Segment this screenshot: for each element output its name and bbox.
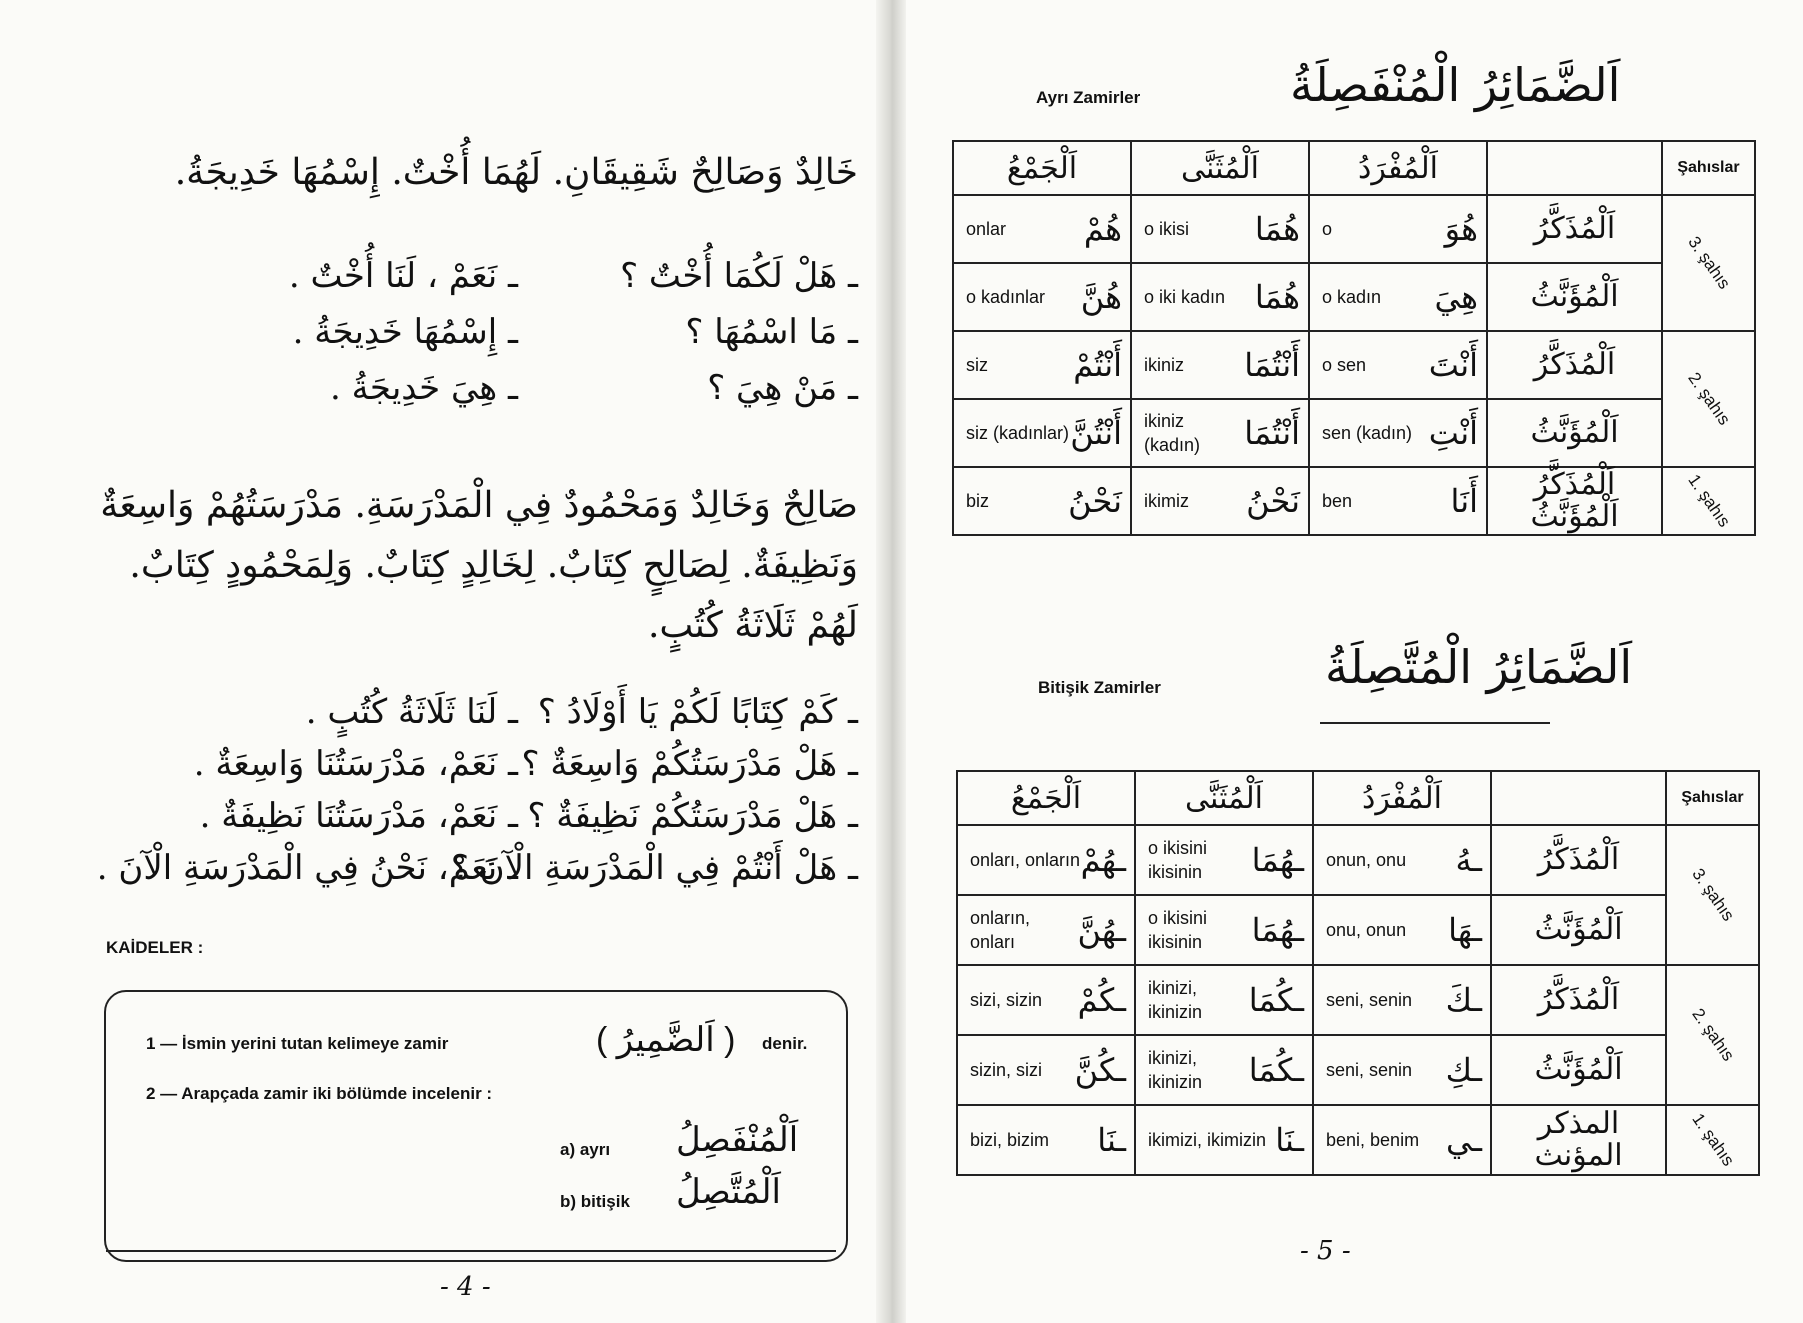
page-number-left: - 4 - [440, 1272, 491, 1302]
cell-singular [1313, 965, 1491, 1035]
cell-plural [953, 263, 1131, 331]
table-row [953, 467, 1755, 535]
plural-cell-content [954, 278, 1130, 316]
plural-cell-content [958, 1121, 1134, 1159]
singular-cell-content [1310, 278, 1486, 316]
plural-pronoun: ـكُنَّ [1074, 1051, 1126, 1089]
table-row [953, 399, 1755, 467]
dialogue-answer: ـ لَنَا ثَلَاثَةُ كُتُبٍ . [305, 692, 518, 732]
person-label: 2. şahıs [1688, 1004, 1738, 1065]
singular-translation: onun, onu [1326, 850, 1407, 870]
rule-2-text: 2 — Arapçada zamir iki bölümde incelenir : [146, 1084, 493, 1103]
table-row [957, 895, 1759, 965]
cell-plural [953, 195, 1131, 263]
right-page [900, 0, 1803, 1323]
paragraph-line: لَهُمْ ثَلَاثَةُ كُتُبٍ. [647, 605, 858, 646]
table1-title: اَلضَّمَائِرُ الْمُنْفَصِلَةُ [1290, 58, 1621, 112]
dual-cell-content [1136, 836, 1312, 884]
singular-cell-content [1314, 911, 1490, 949]
singular-cell-content [1310, 414, 1486, 452]
plural-translation: onları, onların [970, 850, 1081, 870]
dialogue-answer: ـ إِسْمُهَا خَدِيجَةُ . [292, 312, 518, 352]
plural-translation: biz [966, 491, 990, 511]
singular-cell-content [1314, 1121, 1490, 1159]
plural-cell-content [958, 906, 1134, 954]
cell-dual [1135, 1105, 1313, 1175]
person-label: 3. şahıs [1684, 232, 1734, 293]
plural-pronoun: نَحْنُ [1068, 482, 1122, 520]
plural-translation: siz [966, 355, 988, 375]
cell-plural [957, 895, 1135, 965]
plural-cell-content [954, 414, 1130, 452]
dialogue-answer: ـ نَعَمْ، مَدْرَسَتُنَا نَظِيفَةٌ . [199, 796, 518, 836]
plural-cell-content [954, 210, 1130, 248]
plural-translation: sizin, sizi [970, 1060, 1043, 1080]
paragraph-line: صَالِحٌ وَخَالِدٌ وَمَحْمُودٌ فِي الْمَدْرَسَةِ. مَدْرَسَتُهُمْ وَاسِعَةٌ [100, 485, 858, 526]
cell-singular [1313, 825, 1491, 895]
cell-plural [957, 825, 1135, 895]
table-row [953, 331, 1755, 399]
dual-cell-content [1136, 906, 1312, 954]
table-row [957, 965, 1759, 1035]
dual-cell-content [1136, 1121, 1312, 1159]
plural-translation: onların, onları [970, 908, 1031, 952]
table-attached-pronouns [956, 770, 1760, 1176]
singular-translation: ben [1322, 491, 1353, 511]
plural-translation: sizi, sizin [970, 990, 1043, 1010]
gender-cell: اَلْمُذَكَّرُ [1487, 331, 1662, 399]
dual-pronoun: هُمَا [1254, 210, 1300, 248]
rule-2b-arabic: اَلْمُتَّصِلُ [676, 1173, 781, 1211]
rule-2b-label: b) bitişik [560, 1192, 630, 1211]
dual-pronoun: ـهُمَا [1251, 841, 1304, 879]
header-dual: اَلْمُثَنَّى [1131, 141, 1309, 195]
table-row [953, 263, 1755, 331]
rule-1-end: denir. [762, 1034, 808, 1053]
singular-pronoun: هُوَ [1444, 210, 1478, 248]
dual-translation: o ikisi [1144, 219, 1190, 239]
header-persons: Şahıslar [1662, 141, 1755, 195]
gender-cell: اَلْمُذَكَّرُ [1491, 825, 1666, 895]
dual-cell-content [1136, 976, 1312, 1024]
singular-pronoun: ـكِ [1445, 1051, 1482, 1089]
cell-singular [1309, 263, 1487, 331]
title2-underline [1320, 722, 1550, 724]
plural-cell-content [958, 981, 1134, 1019]
paragraph-line: وَنَظِيفَةٌ. لِصَالِحٍ كِتَابٌ. لِخَالِدٍ كِتَابٌ. وَلِمَحْمُودٍ كِتَابٌ. [129, 545, 858, 586]
header-dual: اَلْمُثَنَّى [1135, 771, 1313, 825]
singular-cell-content [1310, 482, 1486, 520]
singular-pronoun: ـهُ [1455, 841, 1482, 879]
dual-pronoun: ـكُمَا [1248, 981, 1304, 1019]
singular-translation: seni, senin [1326, 1060, 1413, 1080]
singular-translation: beni, benim [1326, 1130, 1420, 1150]
cell-plural [957, 1105, 1135, 1175]
rules-box [104, 990, 848, 1262]
dual-pronoun: أَنْتُمَا [1244, 414, 1300, 452]
dual-translation: ikinizi, ikinizin [1148, 978, 1203, 1022]
table-separate-pronouns [952, 140, 1756, 536]
dialogue-question: ـ كَمْ كِتَابًا لَكُمْ يَا أَوْلَادُ ؟ [537, 692, 858, 732]
singular-pronoun: أَنْتِ [1428, 414, 1478, 452]
plural-pronoun: ـنَا [1097, 1121, 1126, 1159]
box-underline [106, 1250, 836, 1252]
cell-dual [1131, 263, 1309, 331]
cell-dual [1131, 467, 1309, 535]
singular-translation: sen (kadın) [1322, 423, 1413, 443]
person-cell [1666, 965, 1759, 1105]
rule-2a-label: a) ayrı [560, 1140, 611, 1159]
person-cell [1666, 825, 1759, 965]
singular-pronoun: أَنَا [1450, 482, 1478, 520]
plural-pronoun: ـهُنَّ [1077, 911, 1126, 949]
cell-singular [1313, 895, 1491, 965]
person-cell [1662, 331, 1755, 467]
person-cell [1666, 1105, 1759, 1175]
plural-pronoun: ـهُمْ [1080, 841, 1126, 879]
table-row [953, 195, 1755, 263]
dual-cell-content [1132, 278, 1308, 316]
header-plural: اَلْجَمْعُ [953, 141, 1131, 195]
gender-cell: المذكر المؤنث [1491, 1105, 1666, 1175]
cell-dual [1135, 825, 1313, 895]
plural-translation: o kadınlar [966, 287, 1046, 307]
gender-cell: اَلْمُؤَنَّثُ [1491, 895, 1666, 965]
singular-cell-content [1314, 1051, 1490, 1089]
dual-translation: ikiniz (kadın) [1144, 411, 1201, 455]
singular-cell-content [1310, 210, 1486, 248]
cell-plural [957, 965, 1135, 1035]
plural-translation: onlar [966, 219, 1007, 239]
header-singular: اَلْمُفْرَدُ [1309, 141, 1487, 195]
table2-title: اَلضَّمَائِرُ الْمُتَّصِلَةُ [1325, 640, 1633, 694]
plural-cell-content [954, 346, 1130, 384]
cell-singular [1313, 1105, 1491, 1175]
gender-cell: اَلْمُؤَنَّثُ [1491, 1035, 1666, 1105]
dual-cell-content [1132, 409, 1308, 457]
singular-cell-content [1314, 981, 1490, 1019]
rule-1-text: 1 — İsmin yerini tutan kelimeye zamir [146, 1034, 449, 1053]
singular-translation: seni, senin [1326, 990, 1413, 1010]
singular-pronoun: أَنْتَ [1428, 346, 1478, 384]
cell-dual [1131, 195, 1309, 263]
dialogue-question: ـ مَا اسْمُهَا ؟ [685, 312, 858, 352]
rule-2a-arabic: اَلْمُنْفَصِلُ [676, 1121, 799, 1159]
plural-cell-content [958, 841, 1134, 879]
rules-heading: KAİDELER : [106, 938, 204, 957]
table-row [957, 825, 1759, 895]
plural-cell-content [958, 1051, 1134, 1089]
cell-singular [1309, 195, 1487, 263]
person-label: 1. şahıs [1684, 470, 1734, 531]
dual-translation: ikimiz [1144, 491, 1189, 511]
singular-translation: o kadın [1322, 287, 1382, 307]
plural-pronoun: هُمْ [1083, 210, 1122, 248]
singular-pronoun: ـكَ [1445, 981, 1482, 1019]
table2-label: Bitişik Zamirler [1038, 678, 1161, 697]
header-gender [1491, 771, 1666, 825]
header-plural: اَلْجَمْعُ [957, 771, 1135, 825]
dual-cell-content [1136, 1046, 1312, 1094]
dual-translation: o ikisini ikisinin [1148, 908, 1208, 952]
cell-singular [1309, 399, 1487, 467]
plural-translation: bizi, bizim [970, 1130, 1050, 1150]
cell-dual [1135, 895, 1313, 965]
singular-pronoun: ـي [1445, 1121, 1482, 1159]
dual-cell-content [1132, 210, 1308, 248]
singular-pronoun: هِيَ [1434, 278, 1478, 316]
cell-plural [953, 331, 1131, 399]
cell-singular [1309, 467, 1487, 535]
table-header-row [957, 771, 1759, 825]
dual-pronoun: ـهُمَا [1251, 911, 1304, 949]
rule-1-arabic: ( اَلضَّمِيرُ ) [596, 1021, 736, 1059]
dual-cell-content [1132, 482, 1308, 520]
dual-pronoun: ـكُمَا [1248, 1051, 1304, 1089]
plural-pronoun: أَنْتُنَّ [1070, 414, 1122, 452]
dual-translation: o ikisini ikisinin [1148, 838, 1208, 882]
cell-plural [953, 399, 1131, 467]
header-singular: اَلْمُفْرَدُ [1313, 771, 1491, 825]
table1-label: Ayrı Zamirler [1036, 88, 1141, 107]
left-page [0, 0, 888, 1323]
singular-translation: o sen [1322, 355, 1367, 375]
dialogue-question: ـ هَلْ مَدْرَسَتُكُمْ وَاسِعَةٌ ؟ [521, 744, 858, 784]
dialogue-answer: ـ نَعَمْ، نَحْنُ فِي الْمَدْرَسَةِ الْآنَ . [96, 848, 518, 888]
table-row [957, 1105, 1759, 1175]
table-header-row [953, 141, 1755, 195]
plural-translation: siz (kadınlar) [966, 423, 1070, 443]
dual-translation: o iki kadın [1144, 287, 1226, 307]
page-number-right: - 5 - [1300, 1236, 1351, 1266]
paragraph [78, 476, 858, 656]
dialogue-question: ـ هَلْ أَنْتُمْ فِي الْمَدْرَسَةِ الْآنَ ؟ [450, 848, 858, 888]
header-persons: Şahıslar [1666, 771, 1759, 825]
singular-pronoun: ـهَا [1448, 911, 1482, 949]
dialogue-answer: ـ نَعَمْ، مَدْرَسَتُنَا وَاسِعَةٌ . [193, 744, 518, 784]
dialogue-question: ـ هَلْ لَكُمَا أُخْتٌ ؟ [620, 256, 858, 296]
dual-cell-content [1132, 346, 1308, 384]
intro-line: خَالِدٌ وَصَالِحٌ شَقِيقَانِ. لَهُمَا أُخْتٌ. إِسْمُهَا خَدِيجَةُ. [174, 152, 858, 193]
person-label: 2. şahıs [1684, 368, 1734, 429]
dual-translation: ikinizi, ikinizin [1148, 1048, 1203, 1092]
dual-translation: ikiniz [1144, 355, 1185, 375]
plural-pronoun: أَنْتُمْ [1073, 346, 1122, 384]
gender-cell: اَلْمُؤَنَّثُ [1487, 399, 1662, 467]
dialogue-answer: ـ هِيَ خَدِيجَةُ . [330, 368, 518, 408]
dual-pronoun: أَنْتُمَا [1244, 346, 1300, 384]
singular-translation: onu, onun [1326, 920, 1407, 940]
singular-cell-content [1310, 346, 1486, 384]
header-gender [1487, 141, 1662, 195]
singular-translation: o [1322, 219, 1333, 239]
cell-dual [1131, 399, 1309, 467]
cell-plural [953, 467, 1131, 535]
person-cell [1662, 195, 1755, 331]
singular-cell-content [1314, 841, 1490, 879]
cell-singular [1309, 331, 1487, 399]
plural-cell-content [954, 482, 1130, 520]
dual-pronoun: هُمَا [1254, 278, 1300, 316]
gender-cell: اَلْمُذَكَّرُ [1491, 965, 1666, 1035]
gender-cell: اَلْمُذَكَّرُ اَلْمُؤَنَّثُ [1487, 467, 1662, 535]
dual-pronoun: نَحْنُ [1246, 482, 1300, 520]
dialogue-question: ـ مَنْ هِيَ ؟ [707, 368, 858, 408]
table-row [957, 1035, 1759, 1105]
dual-pronoun: ـنَا [1275, 1121, 1304, 1159]
gender-cell: اَلْمُؤَنَّثُ [1487, 263, 1662, 331]
person-cell [1662, 467, 1755, 535]
cell-plural [957, 1035, 1135, 1105]
plural-pronoun: ـكُمْ [1077, 981, 1126, 1019]
cell-dual [1135, 1035, 1313, 1105]
dialogue-question: ـ هَلْ مَدْرَسَتُكُمْ نَظِيفَةٌ ؟ [527, 796, 858, 836]
person-label: 1. şahıs [1688, 1109, 1738, 1170]
cell-singular [1313, 1035, 1491, 1105]
dual-translation: ikimizi, ikimizin [1148, 1130, 1266, 1150]
cell-dual [1131, 331, 1309, 399]
dialogue-answer: ـ نَعَمْ ، لَنَا أُخْتٌ . [288, 256, 518, 296]
person-label: 3. şahıs [1688, 864, 1738, 925]
gender-cell: اَلْمُذَكَّرُ [1487, 195, 1662, 263]
cell-dual [1135, 965, 1313, 1035]
plural-pronoun: هُنَّ [1080, 278, 1122, 316]
